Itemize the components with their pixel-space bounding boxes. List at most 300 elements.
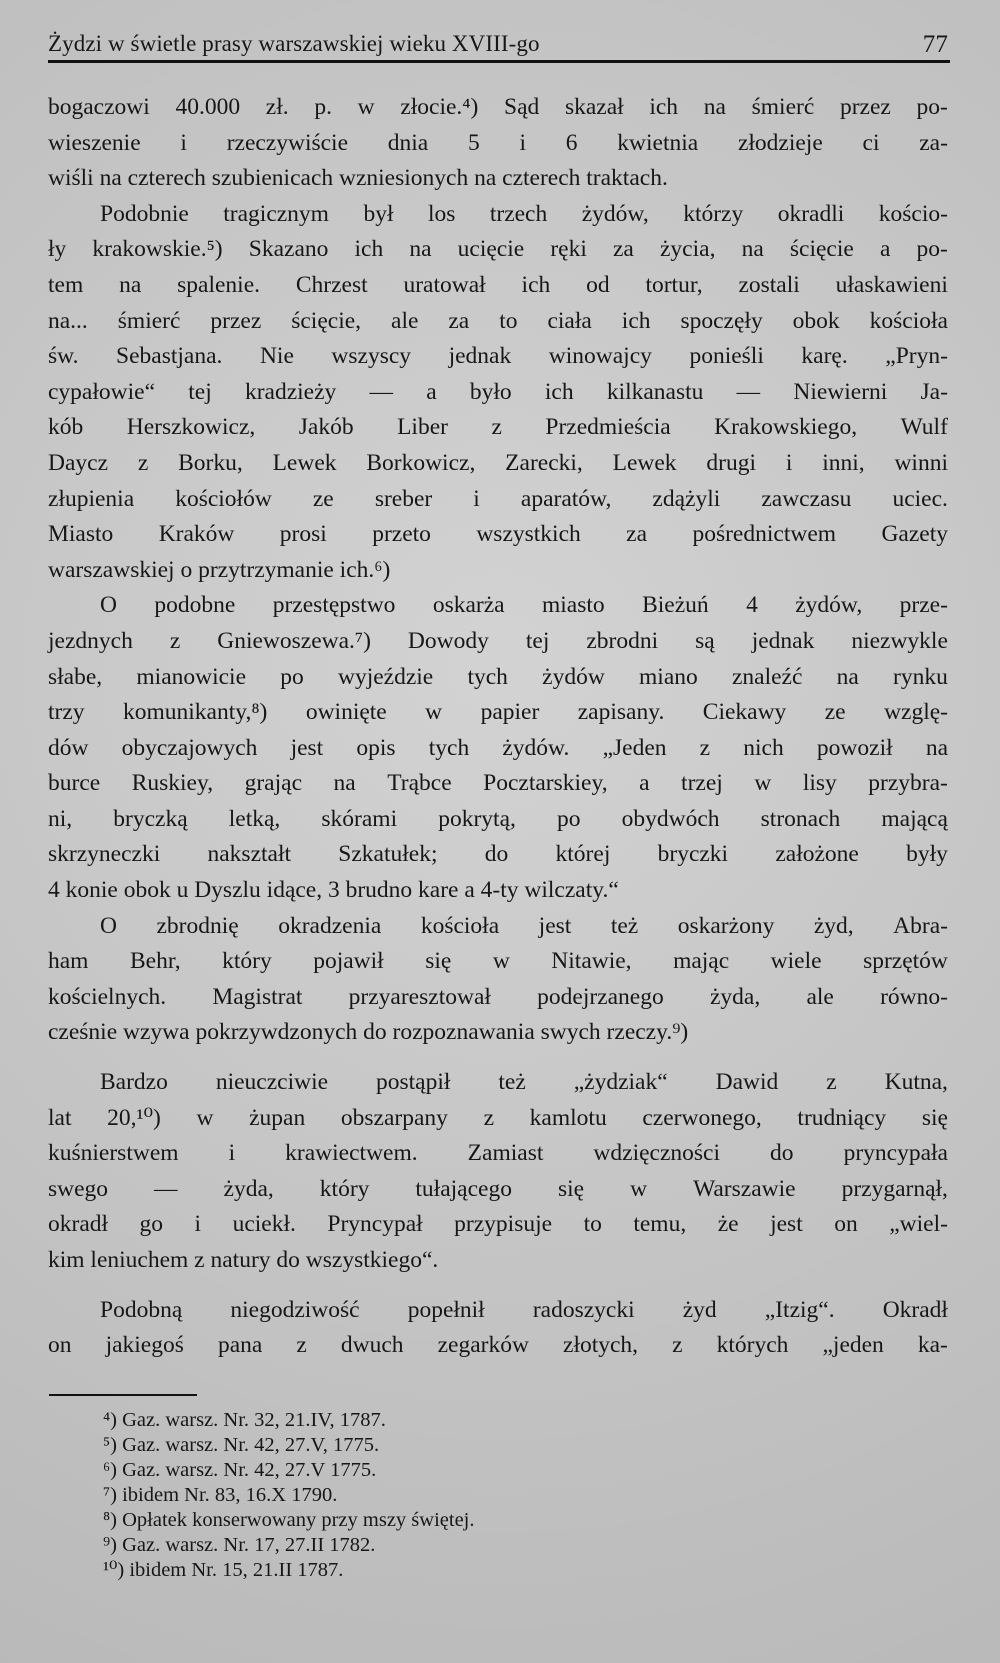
running-title: Żydzi w świetle prasy warszawskiej wieku XVIII-go [48, 31, 540, 56]
word: czerwonego, [642, 1104, 762, 1131]
word: 40.000 [175, 94, 241, 120]
word: którzy [683, 200, 744, 227]
text-line [48, 980, 948, 1016]
word: Herszkowicz, [126, 414, 256, 441]
word: na [925, 734, 948, 761]
word: sreber [374, 485, 433, 512]
word: ich [354, 236, 384, 263]
word: wzglę- [884, 699, 948, 726]
paragraph-gap [48, 1279, 948, 1293]
word: przybra- [868, 770, 948, 797]
word: „Pryn- [885, 343, 948, 370]
word: Abra- [893, 912, 948, 939]
word: na [703, 94, 726, 120]
word: — [154, 1175, 178, 1202]
word: dwuch [340, 1332, 404, 1359]
word: w [357, 94, 375, 120]
word: Dawid [715, 1069, 779, 1096]
word: go [139, 1211, 164, 1238]
word: za- [919, 129, 948, 156]
word: po- [916, 94, 948, 120]
footnote: ⁸) Opłatek konserwowany przy mszy świętej. [103, 1509, 475, 1531]
word: — [736, 378, 761, 405]
word: inni, [822, 449, 865, 476]
word: ścięcie, [291, 307, 362, 334]
word: przez [210, 307, 262, 334]
text-line [48, 1136, 948, 1172]
word: żydów. [502, 734, 570, 761]
word: żydów, [795, 592, 863, 619]
word: karę. [801, 343, 848, 370]
word: i [228, 1140, 236, 1167]
footnote: ⁶) Gaz. warsz. Nr. 42, 27.V 1775. [103, 1459, 377, 1481]
word: się [425, 948, 452, 975]
word: O [100, 912, 117, 939]
word: stronach [760, 805, 841, 832]
word: pojawił [313, 948, 384, 975]
word: Nie [259, 343, 294, 370]
word: kościoła [869, 307, 948, 334]
text-line: wiśli na czterech szubienicach wzniesionych na czterech traktach. [48, 165, 668, 192]
word: wszystkich [476, 521, 581, 548]
word: założone [775, 841, 859, 868]
word: w [196, 1104, 214, 1131]
word: Niewierni [793, 378, 888, 405]
word: Miasto [48, 521, 114, 548]
word: Bieżuń [642, 592, 709, 619]
word: „jeden [822, 1332, 884, 1359]
footnote: ⁵) Gaz. warsz. Nr. 42, 27.V, 1775. [103, 1434, 380, 1456]
word: pośrednictwem [692, 521, 837, 548]
word: tych [467, 663, 508, 690]
word: Wulf [900, 414, 948, 441]
word: tej [188, 378, 212, 405]
footnotes [103, 1408, 623, 1583]
text-line [48, 410, 948, 446]
word: zawczasu [761, 485, 852, 512]
word: są [695, 627, 715, 654]
word: ciała [547, 307, 592, 334]
text-line [48, 126, 948, 162]
word: okradzenia [278, 912, 382, 939]
word: obszarpany [340, 1104, 448, 1131]
word: lat [48, 1104, 72, 1131]
footnote: ⁴) Gaz. warsz. Nr. 32, 21.IV, 1787. [103, 1409, 386, 1431]
word: kościelnych. [48, 983, 167, 1010]
word: kradzieży [244, 378, 337, 405]
footnote: ⁹) Gaz. warsz. Nr. 17, 27.II 1782. [103, 1534, 376, 1556]
word: Ciekawy [702, 699, 787, 726]
word: w [630, 1175, 648, 1202]
footnote-separator [49, 1394, 197, 1396]
word: Lewek [272, 449, 337, 476]
text-line [48, 1328, 948, 1364]
header-rule [48, 60, 950, 63]
word: przestępstwo [272, 592, 396, 619]
word: z [296, 1332, 307, 1359]
word: z [169, 627, 181, 654]
word: Podobną [100, 1296, 183, 1323]
word: radoszycki [532, 1296, 635, 1323]
word: kuśnierstwem [48, 1140, 179, 1167]
word: po [557, 805, 581, 832]
word: żyd [682, 1296, 717, 1323]
word: rynku [893, 663, 948, 690]
word: trzej [681, 770, 723, 797]
word: uciec. [892, 485, 948, 512]
word: Magistrat [212, 983, 303, 1010]
word: rzeczywiście [226, 129, 349, 156]
word: ale [806, 983, 834, 1010]
word: „Itzig“. [764, 1296, 835, 1323]
word: 4 [746, 592, 758, 619]
text-line [48, 482, 948, 518]
word: życia, [660, 236, 716, 263]
word: winni [894, 449, 948, 476]
word: Jakób [298, 414, 354, 441]
word: której [555, 841, 611, 868]
word: Zamiast [467, 1140, 544, 1167]
word: śmierć [117, 307, 181, 334]
word: na [333, 770, 356, 797]
word: Ruskiey, [131, 770, 214, 797]
word: było [469, 378, 512, 405]
word: temu, [633, 1211, 687, 1238]
word: spalenie. [177, 271, 260, 298]
word: Sebastjana. [116, 343, 223, 370]
word: Pryncypał [327, 1211, 423, 1238]
word: postąpił [376, 1069, 451, 1096]
word: powoził [816, 734, 893, 761]
word: Bardzo [100, 1069, 168, 1096]
text-line [48, 1172, 948, 1208]
word: jednak [448, 343, 512, 370]
word: opis [356, 734, 396, 761]
word: Nitawie, [551, 948, 632, 975]
word: z [672, 1332, 683, 1359]
word: Szkatułek; [338, 841, 438, 868]
word: ze [824, 699, 846, 726]
word: tem [48, 271, 84, 298]
text-line [48, 660, 948, 696]
text-line [48, 517, 948, 553]
word: oskarżony [677, 912, 775, 939]
word: uciekł. [232, 1211, 296, 1238]
word: Borku, [178, 449, 243, 476]
text-line: warszawskiej o przytrzymanie ich.⁶) [48, 556, 391, 583]
word: krawiectwem. [285, 1140, 418, 1167]
word: tragicznym [223, 200, 329, 227]
text-line [48, 339, 948, 375]
word: miasto [542, 592, 605, 619]
word: od [586, 271, 610, 298]
word: Liber [397, 414, 448, 441]
word: jest [290, 734, 324, 761]
word: słabe, [48, 663, 103, 690]
word: trzy [48, 699, 85, 726]
word: podobne [154, 592, 236, 619]
word: żydów [542, 663, 605, 690]
word: podejrzanego [537, 983, 664, 1010]
word: ły [48, 236, 67, 263]
word: Behr, [129, 948, 181, 975]
word: kilkanastu [606, 378, 704, 405]
word: nich [743, 734, 784, 761]
word: jezdnych [48, 627, 133, 654]
word: papier [480, 699, 540, 726]
word: kościo- [878, 200, 948, 227]
word: na [119, 271, 142, 298]
text-line [48, 446, 948, 482]
word: „żydziak“ [573, 1069, 668, 1096]
word: żydów, [581, 200, 649, 227]
word: za [613, 236, 634, 263]
word: nieuczciwie [215, 1069, 329, 1096]
word: za [626, 521, 648, 548]
word: znaleźć [731, 663, 803, 690]
word: w [492, 948, 510, 975]
text-line [48, 90, 948, 126]
word: też [498, 1069, 526, 1096]
word: kób [48, 414, 84, 441]
text-line [48, 1207, 948, 1243]
paragraph-first-line [48, 909, 948, 945]
word: były [906, 841, 948, 868]
word: prosi [279, 521, 327, 548]
text-line [48, 304, 948, 340]
word: Gniewoszewa.⁷) [217, 627, 371, 654]
word: pokrytą, [438, 805, 516, 832]
word: zegarków [437, 1332, 529, 1359]
page-number: 77 [922, 31, 948, 58]
paragraph-first-line [48, 588, 948, 624]
text-line [48, 731, 948, 767]
word: los [427, 200, 456, 227]
word: spoczęły [680, 307, 763, 334]
word: Krakowskiego, [714, 414, 858, 441]
text-line: cześnie wzywa pokrzywdzonych do rozpoznawania swych rzeczy.⁹) [48, 1019, 689, 1046]
word: Przedmieścia [545, 414, 671, 441]
word: wiele [770, 948, 822, 975]
word: żyd, [813, 912, 854, 939]
word: a [639, 770, 650, 797]
word: z [137, 449, 149, 476]
word: „Jeden [602, 734, 667, 761]
word: tortur, [645, 271, 703, 298]
word: Ja- [920, 378, 948, 405]
word: tej [525, 627, 550, 654]
word: nakształt [207, 841, 292, 868]
word: trudniący [797, 1104, 887, 1131]
word: winowajcy [548, 343, 652, 370]
word: p. [314, 94, 332, 120]
word: letką, [228, 805, 281, 832]
word: ich [521, 271, 551, 298]
word: obok [792, 307, 840, 334]
word: tułającego [415, 1175, 512, 1202]
word: Trąbce [387, 770, 452, 797]
word: kościołów [175, 485, 272, 512]
word: prze- [899, 592, 948, 619]
word: lisy [802, 770, 837, 797]
word: Zarecki, [505, 449, 583, 476]
word: obydwóch [621, 805, 720, 832]
word: bryczką [113, 805, 188, 832]
word: kwietnia [617, 129, 699, 156]
word: kamlotu [529, 1104, 607, 1131]
word: mianowicie [136, 663, 247, 690]
word: owinięte [305, 699, 387, 726]
word: dnia [387, 129, 429, 156]
word: do [484, 841, 509, 868]
word: ci [862, 129, 880, 156]
word: niezwykle [851, 627, 948, 654]
word: jest [770, 1211, 803, 1238]
word: — [369, 378, 393, 405]
word: drugi [706, 449, 756, 476]
word: Pocztarskiey, [483, 770, 608, 797]
word: wyjeździe [337, 663, 434, 690]
word: Skazano [248, 236, 329, 263]
text-line [48, 268, 948, 304]
word: przypisuje [454, 1211, 553, 1238]
word: grając [244, 770, 303, 797]
word: swego [48, 1175, 109, 1202]
paragraph-first-line [48, 1065, 948, 1101]
word: miano [639, 663, 698, 690]
footnote: ¹⁰) ibidem Nr. 15, 21.II 1787. [103, 1559, 344, 1581]
word: jest [538, 912, 572, 939]
word: Chrzest [295, 271, 368, 298]
word: się [921, 1104, 948, 1131]
footnote: ⁷) ibidem Nr. 83, 16.X 1790. [103, 1484, 338, 1506]
word: 20,¹⁰) [107, 1104, 161, 1131]
word: Kraków [158, 521, 235, 548]
word: tych [428, 734, 470, 761]
running-header [48, 28, 948, 62]
word: Kutna, [884, 1069, 948, 1096]
text-line [48, 375, 948, 411]
word: kościoła [420, 912, 500, 939]
word: oskarża [432, 592, 505, 619]
word: Gazety [881, 521, 948, 548]
word: ich [544, 378, 574, 405]
word: skórami [321, 805, 398, 832]
word: trzech [489, 200, 548, 227]
word: okradł [48, 1211, 109, 1238]
word: to [583, 1211, 602, 1238]
word: Dowody [407, 627, 489, 654]
word: skrzyneczki [48, 841, 161, 868]
word: 5 [468, 129, 480, 156]
word: w [425, 699, 443, 726]
text-line: kim leniuchem z natury do wszystkiego“. [48, 1247, 439, 1273]
word: po [280, 663, 304, 690]
word: ich [621, 307, 651, 334]
word: cypałowie“ [48, 378, 156, 405]
word: on [48, 1332, 72, 1359]
word: złocie.⁴) [400, 94, 479, 120]
text-line [48, 1101, 948, 1137]
word: sprzętów [863, 948, 948, 975]
word: ponieśli [689, 343, 764, 370]
word: się [557, 1175, 585, 1202]
word: O [100, 592, 117, 619]
word: z [483, 1104, 495, 1131]
word: na... [48, 307, 88, 334]
word: z [491, 414, 502, 441]
word: i [180, 129, 187, 156]
word: przez [839, 94, 891, 120]
word: ni, [48, 805, 73, 832]
word: Podobnie [100, 200, 189, 227]
word: a [426, 378, 437, 405]
word: ham [48, 948, 89, 975]
word: Okradł [882, 1296, 948, 1323]
text-line [48, 802, 948, 838]
word: bogaczowi [48, 94, 150, 120]
word: mającą [881, 805, 948, 832]
word: okradli [777, 200, 845, 227]
word: i [519, 129, 527, 156]
word: ścięcie [789, 236, 854, 263]
word: pana [217, 1332, 263, 1359]
word: wieszenie [48, 129, 141, 156]
word: i [473, 485, 480, 512]
word: zostali [738, 271, 800, 298]
word: św. [48, 343, 79, 370]
word: ka- [917, 1332, 948, 1359]
text-line [48, 766, 948, 802]
word: z [826, 1069, 837, 1096]
word: niegodziwość [230, 1296, 360, 1323]
word: równo- [880, 983, 948, 1010]
word: po- [916, 236, 948, 263]
word: pryncypała [843, 1140, 948, 1167]
word: 6 [565, 129, 578, 156]
text-line [48, 837, 948, 873]
word: ich [649, 94, 679, 120]
word: skazał [564, 94, 624, 120]
word: z [699, 734, 711, 761]
word: żupan [249, 1104, 306, 1131]
word: Borkowicz, [366, 449, 476, 476]
text-line: 4 konie obok u Dyszlu idące, 3 brudno kare a 4-ty wilczaty.“ [48, 877, 619, 904]
word: których [716, 1332, 789, 1359]
word: ręki [550, 236, 587, 263]
word: aparatów, [520, 485, 612, 512]
word: przyaresztował [348, 983, 491, 1010]
word: ze [312, 485, 334, 512]
word: komunikanty,⁸) [122, 699, 268, 726]
word: żyda, [709, 983, 761, 1010]
word: złodzieje [737, 129, 823, 156]
word: uratował [403, 271, 486, 298]
word: to [499, 307, 518, 334]
word: popełnił [407, 1296, 485, 1323]
word: że [717, 1211, 739, 1238]
word: złupienia [48, 485, 135, 512]
word: Lewek [612, 449, 677, 476]
paragraph-first-line [48, 197, 948, 233]
word: krakowskie.⁵) [92, 236, 223, 263]
word: dów [48, 734, 89, 761]
main-text [48, 90, 948, 1364]
word: Sąd [504, 94, 540, 120]
word: do [770, 1140, 794, 1167]
word: na [409, 236, 432, 263]
text-line [48, 624, 948, 660]
